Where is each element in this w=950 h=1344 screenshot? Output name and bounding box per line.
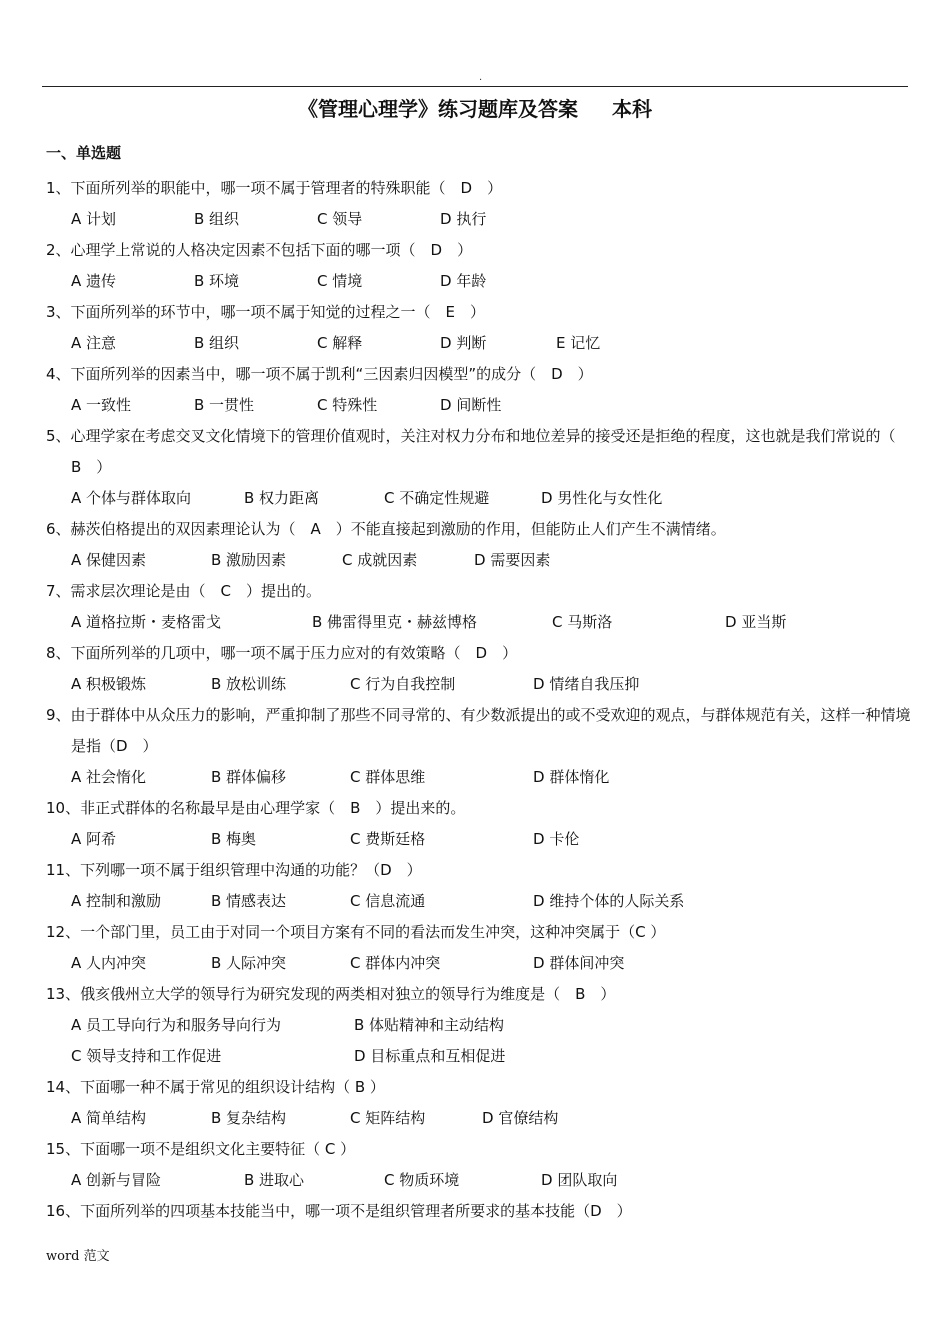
- option: C 群体内冲突: [350, 954, 441, 972]
- option: B 一贯性: [194, 396, 255, 414]
- question-text: 9、由于群体中从众压力的影响，严重抑制了那些不同寻常的、有少数派提出的或不受欢迎的观点，与群体规范有关，这样一种情境是指（D ）: [46, 706, 911, 755]
- header-dot: .: [479, 72, 483, 83]
- question-text: 12、一个部门里，员工由于对同一个项目方案有不同的看法而发生冲突，这种冲突属于（C ）: [46, 923, 666, 941]
- question-text: 2、心理学上常说的人格决定因素不包括下面的哪一项（ D ）: [46, 241, 473, 259]
- option: D 判断: [440, 334, 487, 352]
- option: C 情境: [317, 272, 363, 290]
- question-text: 4、下面所列举的因素当中，哪一项不属于凯利“三因素归因模型”的成分（ D ）: [46, 365, 593, 383]
- option-row: [46, 886, 916, 917]
- page-footer: word 范文: [46, 1249, 110, 1264]
- option: B 放松训练: [211, 675, 287, 693]
- question-text: 8、下面所列举的几项中，哪一项不属于压力应对的有效策略（ D ）: [46, 644, 518, 662]
- header-rule: [42, 86, 908, 87]
- option: A 注意: [71, 334, 117, 352]
- option: A 道格拉斯・麦格雷戈: [71, 613, 222, 631]
- option-row: [46, 1041, 916, 1072]
- option-row: [46, 390, 916, 421]
- option: A 计划: [71, 210, 117, 228]
- title-suffix: 本科: [612, 97, 652, 121]
- option: D 需要因素: [474, 551, 551, 569]
- question-text: 16、下面所列举的四项基本技能当中，哪一项不是组织管理者所要求的基本技能（D ）: [46, 1202, 632, 1220]
- question-text: 1、下面所列举的职能中，哪一项不属于管理者的特殊职能（ D ）: [46, 179, 503, 197]
- question-text: 13、俄亥俄州立大学的领导行为研究发现的两类相对独立的领导行为维度是（ B ）: [46, 985, 616, 1003]
- option: B 激励因素: [211, 551, 287, 569]
- option: D 维持个体的人际关系: [533, 892, 685, 910]
- question-text: 5、心理学家在考虑交叉文化情境下的管理价值观时，关注对权力分布和地位差异的接受还是拒绝的程度，这也就是我们常说的（ B ）: [46, 427, 911, 476]
- option-row: [46, 328, 916, 359]
- option-row: [46, 607, 916, 638]
- option: C 信息流通: [350, 892, 426, 910]
- option: A 个体与群体取向: [71, 489, 192, 507]
- option: C 领导: [317, 210, 363, 228]
- option: C 特殊性: [317, 396, 378, 414]
- option: C 群体思维: [350, 768, 426, 786]
- option: B 权力距离: [244, 489, 320, 507]
- option: D 年龄: [440, 272, 487, 290]
- option: D 官僚结构: [482, 1109, 559, 1127]
- option-row: [46, 1103, 916, 1134]
- option-row: [46, 204, 916, 235]
- option: E 记忆: [556, 334, 601, 352]
- title-main: 《管理心理学》练习题库及答案: [298, 97, 578, 121]
- option: A 控制和激励: [71, 892, 162, 910]
- option: C 物质环境: [384, 1171, 460, 1189]
- page-title: [0, 95, 950, 123]
- option: D 团队取向: [541, 1171, 618, 1189]
- option: B 复杂结构: [211, 1109, 287, 1127]
- option: C 解释: [317, 334, 363, 352]
- option: C 领导支持和工作促进: [71, 1047, 222, 1065]
- question-text: 14、下面哪一种不属于常见的组织设计结构（ B ）: [46, 1078, 385, 1096]
- option: A 人内冲突: [71, 954, 147, 972]
- option: D 亚当斯: [725, 613, 787, 631]
- question-text: 6、赫茨伯格提出的双因素理论认为（ A ）不能直接起到激励的作用，但能防止人们产生不满情绪。: [46, 520, 726, 538]
- option: D 群体间冲突: [533, 954, 625, 972]
- option: B 情感表达: [211, 892, 287, 910]
- option: C 成就因素: [342, 551, 418, 569]
- option: D 男性化与女性化: [541, 489, 663, 507]
- option: B 群体偏移: [211, 768, 287, 786]
- option-row: [46, 1010, 916, 1041]
- option: A 遗传: [71, 272, 117, 290]
- option: A 一致性: [71, 396, 132, 414]
- option: A 创新与冒险: [71, 1171, 162, 1189]
- option: D 卡伦: [533, 830, 580, 848]
- option: D 间断性: [440, 396, 502, 414]
- question-text: 15、下面哪一项不是组织文化主要特征（ C ）: [46, 1140, 356, 1158]
- option: B 体贴精神和主动结构: [354, 1016, 505, 1034]
- option: C 矩阵结构: [350, 1109, 426, 1127]
- option: C 行为自我控制: [350, 675, 456, 693]
- option-row: [46, 669, 916, 700]
- question-text: 7、需求层次理论是由（ C ）提出的。: [46, 582, 322, 600]
- option-row: [46, 483, 916, 514]
- question-text: 11、下列哪一项不属于组织管理中沟通的功能？（D ）: [46, 861, 422, 879]
- question-list: [46, 173, 916, 1227]
- option-row: [46, 948, 916, 979]
- option: D 情绪自我压抑: [533, 675, 640, 693]
- option: B 人际冲突: [211, 954, 287, 972]
- option: B 梅奥: [211, 830, 257, 848]
- option: C 不确定性规避: [384, 489, 490, 507]
- option: B 佛雷得里克・赫兹博格: [312, 613, 478, 631]
- option-row: [46, 762, 916, 793]
- option-row: [46, 824, 916, 855]
- option: B 组织: [194, 210, 240, 228]
- option: C 马斯洛: [552, 613, 613, 631]
- option: B 环境: [194, 272, 240, 290]
- section-heading: 一、单选题: [46, 144, 122, 162]
- option: A 阿希: [71, 830, 117, 848]
- option: A 积极锻炼: [71, 675, 147, 693]
- option-row: [46, 1165, 916, 1196]
- option: A 简单结构: [71, 1109, 147, 1127]
- option-row: [46, 545, 916, 576]
- question-text: 3、下面所列举的环节中，哪一项不属于知觉的过程之一（ E ）: [46, 303, 486, 321]
- option: C 费斯廷格: [350, 830, 426, 848]
- option-row: [46, 266, 916, 297]
- option: B 进取心: [244, 1171, 305, 1189]
- question-text: 10、非正式群体的名称最早是由心理学家（ B ）提出来的。: [46, 799, 466, 817]
- option: A 社会惰化: [71, 768, 147, 786]
- option: A 保健因素: [71, 551, 147, 569]
- option: D 群体惰化: [533, 768, 610, 786]
- option: D 目标重点和互相促进: [354, 1047, 506, 1065]
- option: D 执行: [440, 210, 487, 228]
- option: B 组织: [194, 334, 240, 352]
- option: A 员工导向行为和服务导向行为: [71, 1016, 282, 1034]
